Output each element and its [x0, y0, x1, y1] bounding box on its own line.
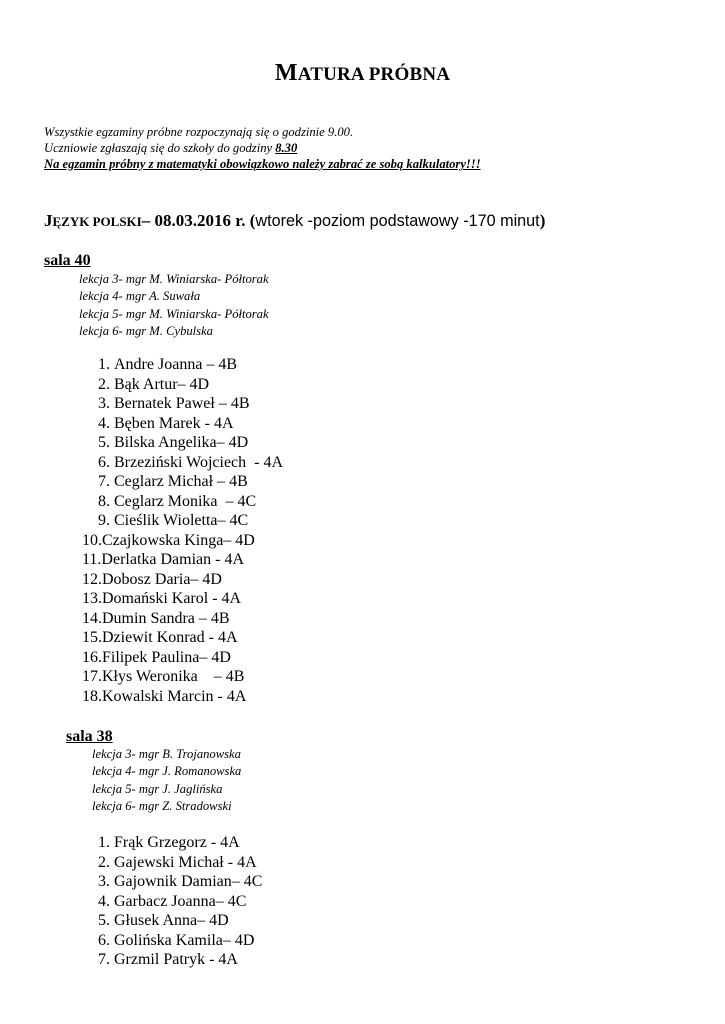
room-heading-sala-40: sala 40 [44, 252, 91, 269]
list-item: 5. Głusek Anna– 4D [98, 912, 229, 929]
list-item: 1. Andre Joanna – 4B [98, 356, 238, 373]
teacher-line: lekcja 6- mgr Z. Stradowski [92, 798, 232, 813]
teacher-line: lekcja 4- mgr A. Suwała [79, 289, 201, 304]
list-item: 17.Kłys Weronika – 4B [82, 668, 245, 685]
list-item: 9. Cieślik Wioletta– 4C [98, 512, 249, 529]
list-item: 6. Brzeziński Wojciech - 4A [98, 453, 284, 471]
exam-heading [44, 211, 545, 231]
teacher-list-sala-38 [92, 746, 241, 815]
title-rest: ATURA PRÓBNA [297, 64, 451, 85]
list-item: 11.Derlatka Damian - 4A [82, 551, 245, 568]
teacher-line: lekcja 3- mgr B. Trojanowska [92, 747, 241, 761]
student-list-sala-40 [82, 355, 283, 706]
list-item: 3. Bernatek Paweł – 4B [98, 395, 250, 412]
exam-date: – 08.03.2016 r. ( [141, 211, 256, 230]
teacher-line: lekcja 5- mgr J. Jaglińska [92, 781, 223, 796]
exam-subject-rest: ĘZYK POLSKI [52, 214, 142, 229]
intro-line-1: Wszystkie egzaminy próbne rozpoczynają się o godzinie 9.00. [44, 125, 354, 139]
list-item: 7. Grzmil Patryk - 4A [98, 951, 238, 968]
page-title [0, 60, 725, 87]
list-item: 10.Czajkowska Kinga– 4D [82, 531, 255, 549]
list-item: 6. Golińska Kamila– 4D [98, 931, 255, 949]
exam-subject-initial: J [44, 211, 53, 230]
list-item: 2. Bąk Artur– 4D [98, 375, 210, 393]
intro-line-2 [44, 140, 297, 156]
teacher-line: lekcja 3- mgr M. Winiarska- Półtorak [79, 272, 269, 286]
list-item: 15.Dziewit Konrad - 4A [82, 629, 238, 646]
teacher-list-sala-40 [79, 271, 269, 340]
list-item: 16.Filipek Paulina– 4D [82, 648, 231, 666]
list-item: 13.Domański Karol - 4A [82, 590, 242, 607]
list-item: 5. Bilska Angelika– 4D [98, 434, 249, 451]
student-list-sala-38 [82, 833, 262, 970]
teacher-line: lekcja 5- mgr M. Winiarska- Półtorak [79, 306, 269, 321]
list-item: 4. Bęben Marek - 4A [98, 414, 234, 432]
list-item: 2. Gajewski Michał - 4A [98, 853, 257, 871]
teacher-line: lekcja 4- mgr J. Romanowska [92, 764, 242, 779]
list-item: 4. Garbacz Joanna– 4C [98, 892, 247, 910]
intro-line-2-text: Uczniowie zgłaszają się do szkoły do godziny [44, 141, 276, 155]
list-item: 7. Ceglarz Michał – 4B [98, 473, 248, 490]
list-item: 8. Ceglarz Monika – 4C [98, 492, 257, 510]
exam-close-paren: ) [539, 211, 546, 230]
list-item: 14.Dumin Sandra – 4B [82, 609, 230, 627]
exam-duration: 170 minut [468, 212, 540, 230]
teacher-line: lekcja 6- mgr M. Cybulska [79, 323, 213, 338]
intro-line-3: Na egzamin próbny z matematyki obowiązkowo należy zabrać ze sobą kalkulatory!!! [44, 157, 481, 171]
list-item: 3. Gajownik Damian– 4C [98, 873, 263, 890]
list-item: 12.Dobosz Daria– 4D [82, 570, 222, 588]
intro-line-2-time: 8.30 [275, 141, 298, 155]
room-heading-sala-38: sala 38 [66, 728, 113, 745]
list-item: 18.Kowalski Marcin - 4A [82, 687, 247, 705]
exam-details: wtorek -poziom podstawowy - [255, 212, 469, 230]
list-item: 1. Frąk Grzegorz - 4A [98, 834, 240, 851]
title-initial: M [274, 60, 298, 86]
